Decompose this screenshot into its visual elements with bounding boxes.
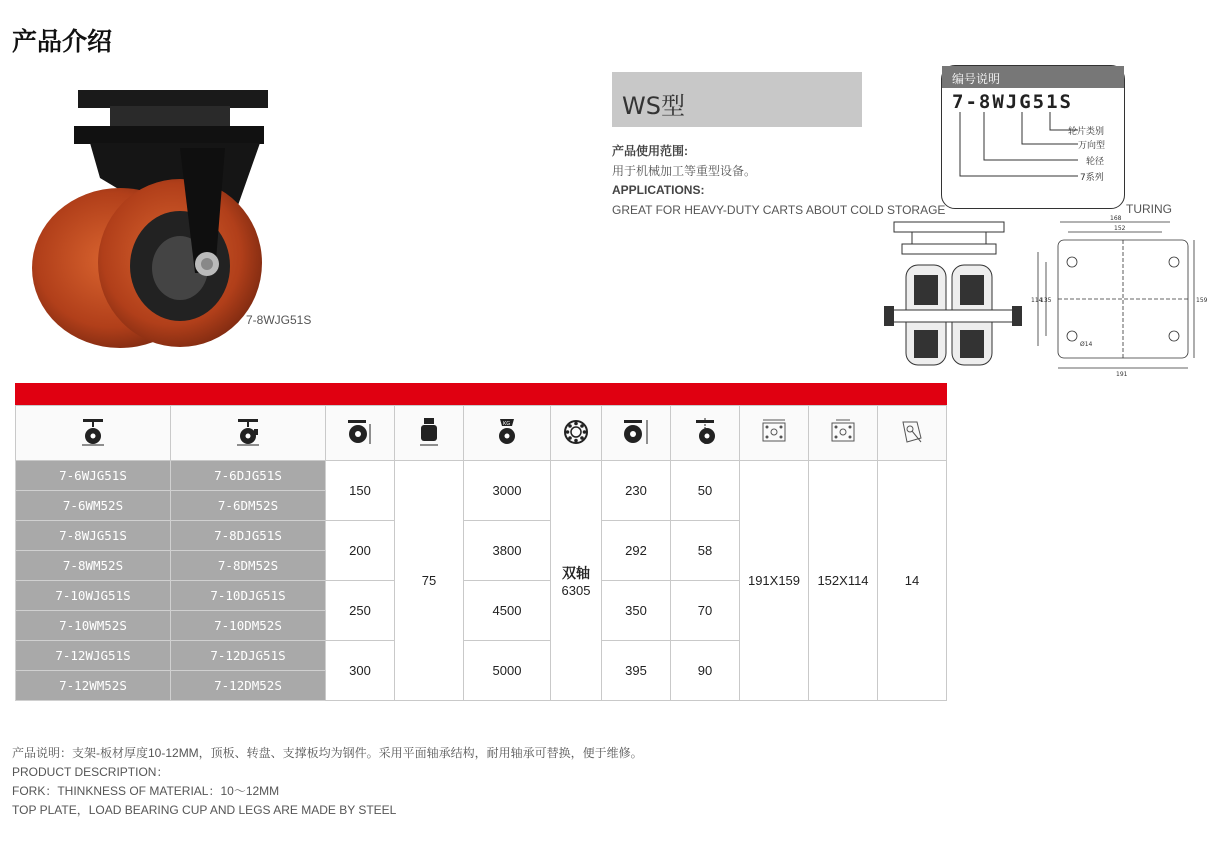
model-cell: 7-8WM52S: [16, 551, 171, 581]
total-height-cell: 230: [602, 461, 671, 521]
offset-icon: [671, 406, 740, 461]
wheel-width-icon: [395, 406, 464, 461]
offset-cell: 90: [671, 641, 740, 701]
code-legend-code: 7-8WJG51S: [952, 91, 1073, 113]
description-en-3: TOP PLATE，LOAD BEARING CUP AND LEGS ARE MADE BY STEEL: [12, 803, 397, 817]
bolt-hole-cell: 14: [878, 461, 947, 701]
wheel-diameter-cell: 300: [326, 641, 395, 701]
applications-en-tail: TURING: [1126, 202, 1172, 216]
table-red-band: [15, 383, 947, 405]
offset-cell: 70: [671, 581, 740, 641]
table-header-row: [16, 406, 947, 461]
dim-inner-width: 152: [1114, 225, 1126, 232]
code-legend-card: [941, 65, 1125, 209]
model-cell: 7-10WJG51S: [16, 581, 171, 611]
load-capacity-icon: [464, 406, 551, 461]
bolt-hole-icon: [878, 406, 947, 461]
plate-size-icon: [740, 406, 809, 461]
page-title: 产品介绍: [12, 27, 113, 56]
applications-cn-label: 产品使用范围:: [612, 144, 688, 158]
bearing-model: 6305: [561, 583, 591, 598]
dim-top-width: 168: [1110, 215, 1122, 222]
product-caption: 7-8WJG51S: [246, 313, 312, 327]
model-cell: 7-12WJG51S: [16, 641, 171, 671]
code-label-wheel-type: 轮片类别: [1068, 127, 1105, 137]
model-cell: 7-12DJG51S: [171, 641, 326, 671]
load-capacity-cell: 5000: [464, 641, 551, 701]
code-label-swivel: 万向型: [1078, 141, 1106, 151]
model-cell: 7-6WM52S: [16, 491, 171, 521]
model-cell: 7-12DM52S: [171, 671, 326, 701]
code-legend-diagram: [942, 88, 1126, 208]
table-row: [16, 461, 947, 491]
model-cell: 7-8DJG51S: [171, 521, 326, 551]
top-view-drawing: [1030, 212, 1208, 378]
side-view-drawing: [884, 220, 1024, 370]
offset-cell: 58: [671, 521, 740, 581]
offset-cell: 50: [671, 461, 740, 521]
dim-hole-note: Ø14: [1080, 341, 1093, 348]
model-cell: 7-6WJG51S: [16, 461, 171, 491]
description-en-2: FORK：THINKNESS OF MATERIAL：10～12MM: [12, 784, 280, 798]
model-cell: 7-6DM52S: [171, 491, 326, 521]
wheel-diameter-icon: [326, 406, 395, 461]
plate-size-cell: 191X159: [740, 461, 809, 701]
load-capacity-cell: 4500: [464, 581, 551, 641]
model-cell: 7-12WM52S: [16, 671, 171, 701]
description-en-1: PRODUCT DESCRIPTION：: [12, 765, 169, 779]
series-name: WS型: [622, 92, 685, 120]
total-height-cell: 292: [602, 521, 671, 581]
applications-en-label: APPLICATIONS:: [612, 183, 705, 197]
svg-text:KG: KG: [503, 420, 511, 427]
model-cell: 7-6DJG51S: [171, 461, 326, 491]
total-height-cell: 395: [602, 641, 671, 701]
wheel-diameter-cell: 150: [326, 461, 395, 521]
product-photo: [30, 88, 290, 350]
load-capacity-cell: 3000: [464, 461, 551, 521]
load-capacity-cell: 3800: [464, 521, 551, 581]
swivel-brake-caster-icon: [171, 406, 326, 461]
wheel-diameter-cell: 200: [326, 521, 395, 581]
hole-spacing-icon: [809, 406, 878, 461]
bearing-cell: [551, 461, 602, 701]
model-cell: 7-10DJG51S: [171, 581, 326, 611]
swivel-caster-icon: [16, 406, 171, 461]
model-cell: 7-8WJG51S: [16, 521, 171, 551]
total-height-cell: 350: [602, 581, 671, 641]
dim-height-outer: 159: [1196, 297, 1208, 304]
description-cn: 产品说明：支架-板材厚度10-12MM，顶板、转盘、支撑板均为钢件。采用平面轴承结构，耐用轴承可替换，便于维修。: [12, 746, 643, 760]
dim-height-inner: 114: [1031, 297, 1043, 304]
applications-en-text: GREAT FOR HEAVY-DUTY CARTS ABOUT COLD STORAGE: [612, 202, 946, 217]
wheel-width-cell: 75: [395, 461, 464, 701]
wheel-diameter-cell: 250: [326, 581, 395, 641]
model-cell: 7-10DM52S: [171, 611, 326, 641]
model-cell: 7-10WM52S: [16, 611, 171, 641]
applications-cn-text: 用于机械加工等重型设备。: [612, 163, 757, 178]
code-label-series: 7系列: [1080, 173, 1104, 183]
series-box: [612, 72, 862, 127]
total-height-icon: [602, 406, 671, 461]
model-cell: 7-8DM52S: [171, 551, 326, 581]
dim-outer-width: 191: [1116, 371, 1128, 378]
bearing-type: 双轴: [562, 566, 590, 582]
hole-spacing-cell: 152X114: [809, 461, 878, 701]
bearing-icon: [551, 406, 602, 461]
code-legend-title: 编号说明: [942, 66, 1124, 88]
spec-table: [15, 405, 947, 701]
code-label-diameter: 轮径: [1086, 157, 1105, 167]
dim-height-mid: 135: [1040, 297, 1052, 304]
product-description: [12, 744, 643, 820]
